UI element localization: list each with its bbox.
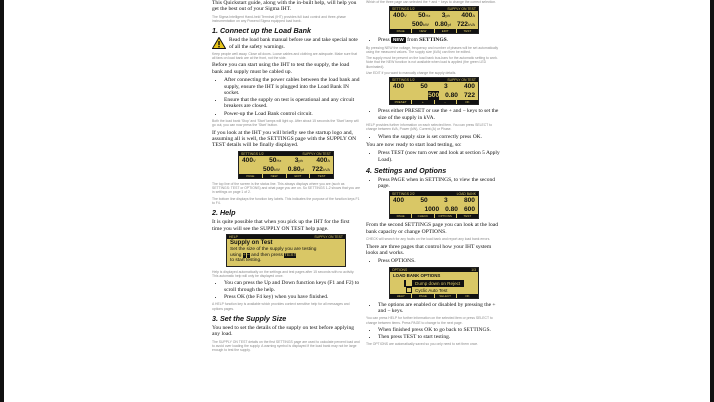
enable-note: You can press HELP for further information on the selected item or press SELECT to change between items. Press PAGE to change to the next page. [366,316,493,325]
function-key-labels: PAGE NEW EDIT TEST [390,29,478,33]
intro-text: This Quickstart guide, along with the in-built help, will help you get the best out of your Sigma IHT. [212,0,357,13]
warning-triangle-icon [212,37,226,49]
current-value: 400A [316,156,330,164]
function-key-labels: HELP PAGE SELECT OK [390,294,478,298]
section1-bullet-note: Both the load bank 'Stop' and 'Start' lamps will light up. After about 15 seconds the 'Start' lamp will go out, you can now press the 'Start' button. [212,119,359,128]
right-column [366,0,502,349]
f1-label: PAGE [246,173,255,178]
page-bullets [366,177,502,190]
section4-heading: 4. Settings and Options [366,165,447,175]
new-note-3: Use EDIT if you want to manually change the supply details. [366,71,457,76]
options-screen [389,267,479,299]
right-frame-edge [710,0,714,402]
list-item: • When the supply size is set correctly press OK. [378,134,502,140]
section2-body: It is quite possible that when you pick up the IHT for the first time you will see the SUPPLY ON TEST help page. [212,219,350,232]
section1-body: Before you can start using the IHT to test the supply, the load bank and supply must be cabled up. [212,62,350,75]
options-title: LOAD BANK OPTIONS [393,272,441,278]
col2-top-note: Which of the three page can selected the + and − keys to change the correct selection. [366,0,497,4]
status-left: HELP [229,235,238,240]
status-left: SETTINGS 1/2 [241,151,264,156]
options-bullets [366,258,502,264]
screen-row [239,156,333,165]
option-item-cyclic-auto-test[interactable]: Cyclic Auto Test [390,287,478,294]
section1-heading: 1. Connect up the Load Bank [212,26,312,36]
list-item: • When finished press OK to go back to SETTINGS. [378,327,502,333]
checkbox-icon [406,280,412,286]
option-item-dump-down[interactable]: Dump down on Reject [404,280,464,287]
list-item: • Ensure that the supply on test is operational and any circuit breakers are closed. [224,97,360,110]
section2-heading: 2. Help [212,208,236,218]
function-key-labels [239,174,333,178]
status-right: SUPPLY ON TEST [302,151,331,156]
screen-row: 1000 0.80 600 [424,206,475,214]
section3-note: The SUPPLY ON TEST details on the first SETTINGS page are used to calculate percent load and to avoid over loading the supply. A warning symbol is displayed if the load bank may not be large enough to test the supply. [212,339,360,353]
plus-key: + [242,252,246,258]
list-item: • After connecting the power cables between the load bank and supply, ensure the IHT is plugged into the Load Bank IN socket. [224,77,360,96]
list-item: • Press OK (the F4 key) when you have finished. [224,294,360,300]
left-column [212,0,360,355]
section4-after-text: From the second SETTINGS page you can look at the load bank capacity or change OPTIONS. [366,222,499,235]
ready-text: You are now ready to start load testing, so: [366,141,462,148]
help-title: Supply on Test [230,240,273,247]
screen-row [239,165,333,174]
screen-row: 400V 50Hz 3ph 400A [393,12,475,20]
list-item: • Press TEST (now turn over and look at section 5 Apply Load). [378,150,502,163]
voltage-value: 400V [242,156,256,164]
f4-label: TEST [309,174,333,178]
screen-status-line: SETTINGS 1/2 SUPPLY ON TEST [392,7,476,12]
screen-row: 500kW 0.80pf 722kVA [411,21,475,29]
status-right: SUPPLY ON TEST [314,235,343,240]
section1-after-text: If you look at the IHT you will briefly see the startup logo and, assuming all is well, the SETTINGS page with the SUPPLY ON TEST details will be finally displayed. [212,129,357,149]
screen-status-line: SETTINGS 2/2 LOAD BANK [392,192,476,197]
warning-block [212,37,360,49]
f2-label: NEW [262,174,286,178]
intro-note: The Sigma Intelligent Hand-held Terminal (IHT) provides full load control and three-phase instrumentation on any Powerol Sigma equipped load bank. [212,14,346,24]
function-line-note: The bottom line displays the function key labels. This indicates the purpose of the function keys F1 to F4. [212,196,360,205]
settings-screen [238,151,334,179]
check-note: CHECK will search for any faults on the load bank and report any load bank errors. [366,237,491,242]
preset-note: HELP provides further information on each selected item. You can press SELECT to change between kVA, Power (kW), Current (A) or Phase. [366,122,492,132]
minus-key: − [246,252,250,258]
function-key-labels: PRESET + − OK [390,100,478,104]
list-item: • Power-up the Load Bank control circuit. [224,111,360,117]
ok-bullets [366,134,502,140]
function-key-labels: PAGE CHECK OPTIONS TEST [390,214,478,218]
section1-bullets [212,77,360,117]
kva-value: 722kVA [311,165,330,173]
list-item: • Then press TEST to start testing. [378,334,502,340]
settings-preset-screen [389,77,479,105]
screen-row: 400 50 3 400 [393,83,475,91]
new-key: NEW [393,37,404,43]
f3-label: EDIT [286,174,310,178]
section2-bullets [212,280,360,300]
new-note-2: The supply must be present on the load bank bus-bars for the automatic setting to work. Note that the NEW function is not available when load is applied (the green LED illuminated). [366,56,498,69]
left-frame-edge [0,0,4,402]
help-text: Set the size of the supply you are testing using + − and then press TEST to start testing. [230,247,317,264]
screen-status-line: SETTINGS 1/2 SUPPLY ON TEST [392,78,476,83]
settings-page2-screen [389,191,479,219]
power-value: 500kW [262,165,280,173]
section3-heading: 3. Set the Supply Size [212,313,287,323]
section3-body: You need to set the details of the supply on test before applying any load. [212,324,355,338]
warning-note: Keep people well away. Close all doors. Loose cables and clothing are adequate. Make sure that all fans on load bank are at the front, not the side. [212,51,358,61]
warning-text: Read the load bank manual before use and take special note of all the safety warnings. [229,37,358,50]
list-item: • Press OPTIONS. [378,258,502,264]
preset-bullets [366,108,502,121]
final-note: The OPTIONS are automatically saved so you only need to set them once. [366,342,479,347]
settings-screen-2 [389,6,479,34]
help-screen [226,234,346,267]
phase-value: 3ph [294,156,303,164]
frequency-value: 50Hz [269,156,282,164]
new-bullets [366,37,502,43]
test-key: TEST [284,252,297,258]
pf-value: 0.80pf [287,165,304,173]
finish-bullets [366,327,502,341]
screen-row: 500 0.80 722 [428,92,475,100]
list-item: • Press NEW from SETTINGS. [378,37,502,43]
screen-status-line: OPTIONS 1/3 [392,267,476,272]
screen-row: 400 50 3 800 [393,197,475,205]
help-note: Help is displayed automatically on the settings and test pages after 15 seconds with no activity. This automatic help will only be displayed once. [212,269,355,279]
list-item: • The options are enabled or disabled by pressing the + and − keys. [378,302,502,315]
list-item: • You can press the Up and Down function keys (F1 and F2) to scroll through the help. [224,280,360,293]
options-text: There are three pages that control how your IHT system looks and works. [366,243,492,256]
test-bullets [366,150,502,163]
new-note-1: By pressing NEW the voltage, frequency and number of phases will be set automatically using the measured values. The supply size (kVA) can then be edited. [366,45,499,54]
list-item: • Press PAGE when in SETTINGS, to view the second page. [378,177,502,190]
list-item: • Press either PRESET or use the + and − keys to set the size of the supply in kVA. [378,108,502,121]
help-note-2: A HELP function key is available which provides context sensitive help for all messages and options pages. [212,302,350,311]
enable-bullets [366,302,502,315]
checkbox-icon [406,287,412,293]
status-line-note: The top line of the screen is the status line. This always displays where you are (such as SETTINGS: TEST or OPTIONS) and what page you are on. So SETTINGS 1-2 shows that you are in settings on page 1 of 2. [212,181,360,195]
